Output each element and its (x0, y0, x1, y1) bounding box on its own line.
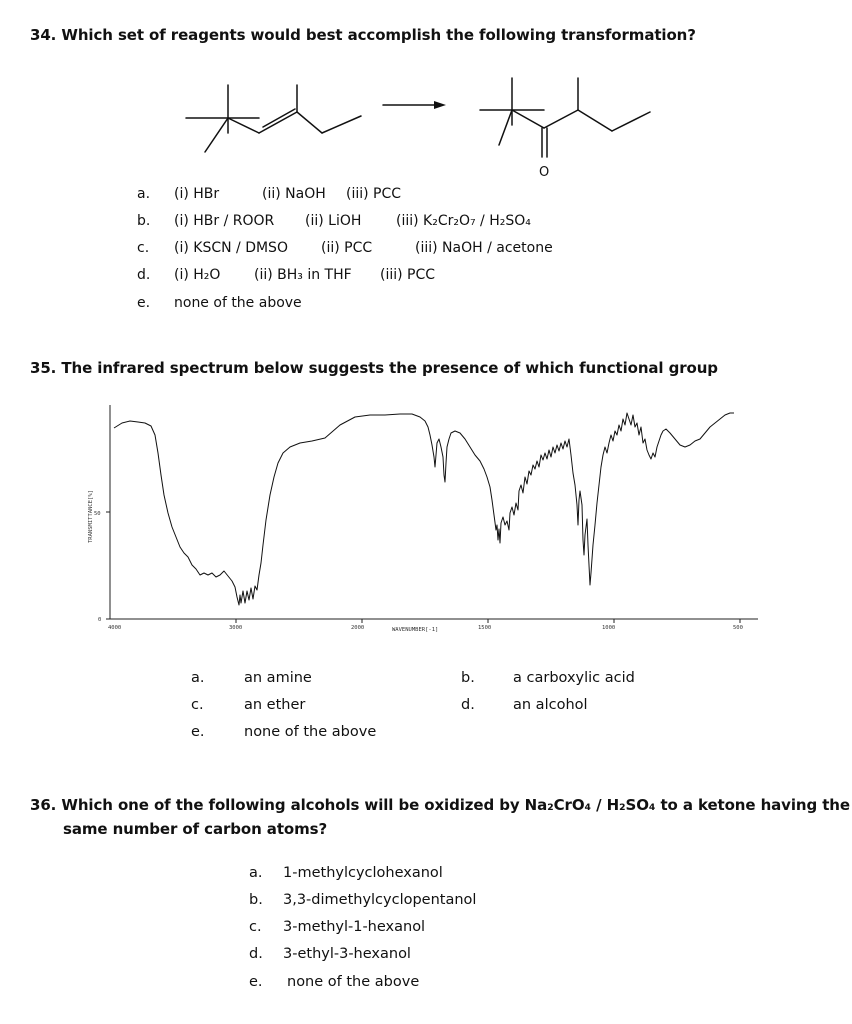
q36-option-d-text: 3-ethyl-3-hexanol (283, 946, 411, 962)
ir-spectrum-trace (114, 413, 734, 605)
q35-option-b-letter[interactable]: b. (461, 670, 475, 686)
q35-prompt: The infrared spectrum below suggests the presence of which functional group (61, 359, 718, 377)
q35-option-a-text: an amine (244, 670, 312, 686)
q35-option-c-letter[interactable]: c. (191, 697, 204, 713)
q34-option-e-letter[interactable]: e. (137, 295, 151, 311)
q34-option-d-part2: (ii) BH₃ in THF (254, 267, 352, 283)
q34-option-a-part2: (ii) NaOH (262, 186, 326, 202)
q36-option-c-letter[interactable]: c. (249, 919, 262, 935)
q36-option-b-letter[interactable]: b. (249, 892, 263, 908)
q34-prompt: Which set of reagents would best accomplish the following transformation? (61, 26, 696, 44)
q36-option-b-text: 3,3-dimethylcyclopentanol (283, 892, 477, 908)
q34-option-b-part1: (i) HBr / ROOR (174, 213, 275, 229)
ir-y-axis-label: TRANSMITTANCE[%] (88, 490, 94, 543)
ir-x-tick-2000: 2000 (351, 625, 365, 631)
starting-alkene-structure (186, 85, 361, 152)
q34-option-c-part2: (ii) PCC (321, 240, 373, 256)
q34-option-b-part2: (ii) LiOH (305, 213, 362, 229)
q34-option-a-part1: (i) HBr (174, 186, 220, 202)
q35-option-d-text: an alcohol (513, 697, 588, 713)
q34-number: 34. (30, 26, 57, 44)
q34-option-a-part3: (iii) PCC (346, 186, 402, 202)
q36-option-c-text: 3-methyl-1-hexanol (283, 919, 426, 935)
q36-option-a-letter[interactable]: a. (249, 865, 263, 881)
ir-x-tick-500: 500 (733, 625, 743, 631)
ir-x-tick-1500: 1500 (478, 625, 492, 631)
q36-prompt-line2: same number of carbon atoms? (63, 820, 328, 838)
q34-option-b-letter[interactable]: b. (137, 213, 151, 229)
q35-option-d-letter[interactable]: d. (461, 697, 475, 713)
ir-y-tick-50: 50 (94, 511, 101, 517)
carbonyl-oxygen-label: O (539, 165, 550, 180)
q34-option-c-part1: (i) KSCN / DMSO (174, 240, 288, 256)
q35-heading (30, 359, 718, 377)
q35-option-a-letter[interactable]: a. (191, 670, 205, 686)
q34-option-e-text: none of the above (174, 295, 302, 311)
q34-option-c-letter[interactable]: c. (137, 240, 150, 256)
q36-heading (30, 796, 850, 814)
product-ketone-structure (480, 78, 650, 157)
q36-number: 36. (30, 796, 57, 814)
q35-number: 35. (30, 359, 57, 377)
ir-spectrum (0, 395, 852, 640)
ir-x-tick-3000: 3000 (229, 625, 243, 631)
q34-reaction-scheme (0, 0, 852, 200)
q34-option-c-part3: (iii) NaOH / acetone (415, 240, 553, 256)
q35-option-e-letter[interactable]: e. (191, 724, 205, 740)
q34-option-d-part1: (i) H₂O (174, 267, 221, 283)
ir-x-tick-4000: 4000 (108, 625, 122, 631)
q36-option-e-text: none of the above (287, 974, 420, 990)
q35-option-e-text: none of the above (244, 724, 377, 740)
q34-option-d-part3: (iii) PCC (380, 267, 436, 283)
ir-x-tick-1000: 1000 (602, 625, 616, 631)
ir-y-tick-0: 0 (98, 617, 102, 623)
q35-option-b-text: a carboxylic acid (513, 670, 635, 686)
q36-option-d-letter[interactable]: d. (249, 946, 263, 962)
q36-option-a-text: 1-methylcyclohexanol (283, 865, 443, 881)
q36-option-e-letter[interactable]: e. (249, 974, 263, 990)
reaction-arrow (383, 101, 446, 109)
q35-option-c-text: an ether (244, 697, 306, 713)
q34-option-b-part3: (iii) K₂Cr₂O₇ / H₂SO₄ (396, 213, 531, 229)
ir-x-axis-label: WAVENUMBER[-1] (392, 627, 439, 633)
q36-prompt-line1: Which one of the following alcohols will be oxidized by Na₂CrO₄ / H₂SO₄ to a ketone having the (61, 796, 850, 814)
q34-option-a-letter[interactable]: a. (137, 186, 151, 202)
q34-option-d-letter[interactable]: d. (137, 267, 151, 283)
